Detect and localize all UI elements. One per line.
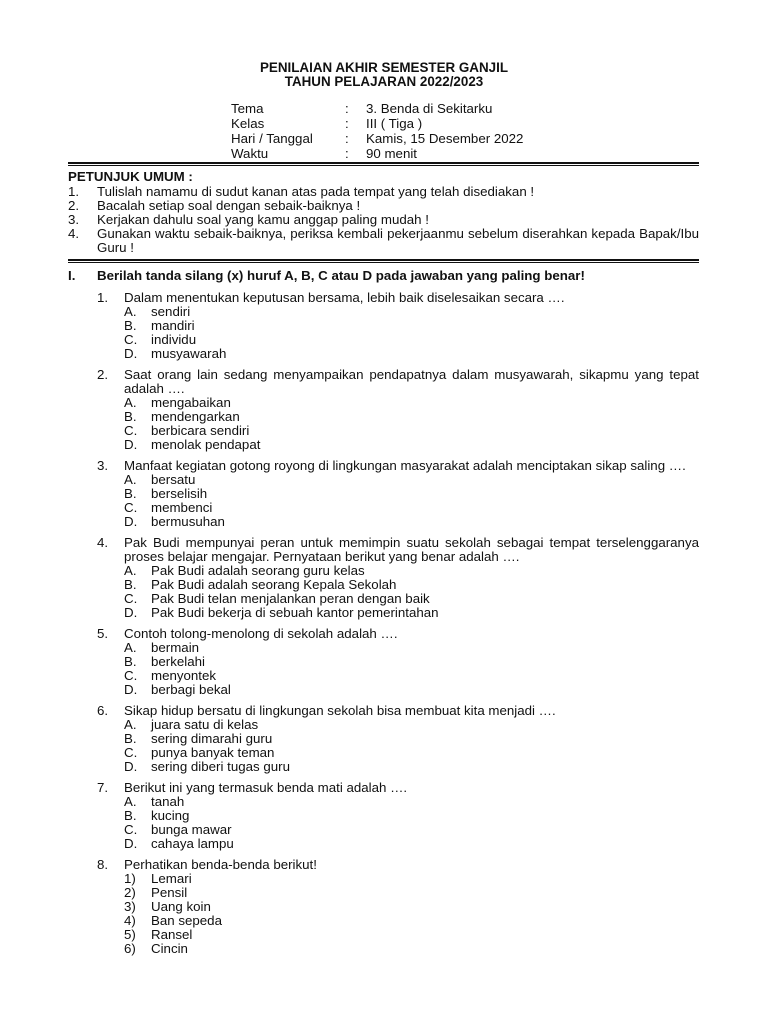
question-stem <box>97 704 699 718</box>
option-letter: C. <box>124 822 138 837</box>
option-letter: A. <box>124 395 137 410</box>
option-letter: A. <box>124 717 137 732</box>
answer-option <box>97 942 699 956</box>
option-text: mendengarkan <box>151 409 240 424</box>
option-letter: 6) <box>124 941 136 956</box>
option-text: tanah <box>151 794 185 809</box>
option-text: sering dimarahi guru <box>151 731 273 746</box>
option-letter: 5) <box>124 927 136 942</box>
answer-option <box>97 473 699 487</box>
answer-option <box>97 823 699 837</box>
option-letter: C. <box>124 591 138 606</box>
question-number: 2. <box>97 367 109 382</box>
option-text: sering diberi tugas guru <box>151 759 290 774</box>
answer-option <box>97 347 699 361</box>
option-text: bunga mawar <box>151 822 232 837</box>
option-text: Pak Budi adalah seorang Kepala Sekolah <box>151 577 397 592</box>
question-stem <box>97 459 699 473</box>
question-number: 8. <box>97 857 109 872</box>
option-text: punya banyak teman <box>151 745 275 760</box>
part-instruction: Berilah tanda silang (x) huruf A, B, C atau D pada jawaban yang paling benar! <box>97 268 585 283</box>
option-letter: D. <box>124 437 138 452</box>
option-letter: A. <box>124 563 137 578</box>
question-number: 7. <box>97 780 109 795</box>
answer-option <box>97 606 699 620</box>
option-letter: C. <box>124 500 138 515</box>
answer-option <box>97 732 699 746</box>
question-text: Sikap hidup bersatu di lingkungan sekolah bisa membuat kita menjadi …. <box>124 703 556 718</box>
option-letter: A. <box>124 794 137 809</box>
option-text: membenci <box>151 500 213 515</box>
answer-option <box>97 305 699 319</box>
answer-option <box>97 487 699 501</box>
question-item <box>97 627 699 697</box>
option-text: bersatu <box>151 472 196 487</box>
general-instruction-item <box>68 185 699 199</box>
answer-option <box>97 718 699 732</box>
option-text: menyontek <box>151 668 217 683</box>
option-text: bermain <box>151 640 200 655</box>
question-item <box>97 459 699 529</box>
answer-option <box>97 760 699 774</box>
answer-option <box>97 809 699 823</box>
divider-middle-thin <box>68 262 699 263</box>
divider-top <box>68 162 699 164</box>
option-text: Pak Budi adalah seorang guru kelas <box>151 563 365 578</box>
option-text: Cincin <box>151 941 188 956</box>
answer-option <box>97 669 699 683</box>
answer-option <box>97 837 699 851</box>
answer-option <box>97 683 699 697</box>
info-label: Hari / Tanggal <box>231 131 313 146</box>
question-item <box>97 536 699 620</box>
option-text: Pak Budi bekerja di sebuah kantor pemerintahan <box>151 605 439 620</box>
answer-option <box>97 578 699 592</box>
answer-option <box>97 928 699 942</box>
option-letter: B. <box>124 486 137 501</box>
instruction-number: 3. <box>68 212 80 227</box>
question-text: Contoh tolong-menolong di sekolah adalah …. <box>124 626 398 641</box>
option-letter: 3) <box>124 899 136 914</box>
instruction-number: 4. <box>68 226 80 241</box>
option-letter: C. <box>124 668 138 683</box>
option-text: Ransel <box>151 927 193 942</box>
answer-option <box>97 746 699 760</box>
question-item <box>97 291 699 361</box>
option-letter: B. <box>124 808 137 823</box>
option-text: bermusuhan <box>151 514 225 529</box>
question-text: Saat orang lain sedang menyampaikan pendapatnya dalam musyawarah, sikapmu yang tepat adalah …. <box>124 367 699 396</box>
answer-option <box>97 438 699 452</box>
option-letter: 1) <box>124 871 136 886</box>
info-label: Waktu <box>231 146 269 161</box>
instruction-text: Kerjakan dahulu soal yang kamu anggap paling mudah ! <box>97 212 429 227</box>
info-label: Kelas <box>231 116 265 131</box>
general-instruction-item <box>68 213 699 227</box>
option-text: menolak pendapat <box>151 437 261 452</box>
option-text: juara satu di kelas <box>151 717 259 732</box>
instruction-text: Tulislah namamu di sudut kanan atas pada tempat yang telah disediakan ! <box>97 184 535 199</box>
option-text: mengabaikan <box>151 395 231 410</box>
question-text: Perhatikan benda-benda berikut! <box>124 857 317 872</box>
answer-option <box>97 319 699 333</box>
info-separator: : <box>345 101 349 116</box>
answer-option <box>97 396 699 410</box>
answer-option <box>97 914 699 928</box>
answer-option <box>97 501 699 515</box>
instruction-number: 2. <box>68 198 80 213</box>
option-letter: C. <box>124 332 138 347</box>
instruction-text: Bacalah setiap soal dengan sebaik-baiknya ! <box>97 198 361 213</box>
info-separator: : <box>345 146 349 161</box>
divider-top-thin <box>68 165 699 166</box>
question-number: 6. <box>97 703 109 718</box>
option-text: berbagi bekal <box>151 682 231 697</box>
option-letter: C. <box>124 745 138 760</box>
question-number: 5. <box>97 626 109 641</box>
question-number: 4. <box>97 535 109 550</box>
option-text: berselisih <box>151 486 208 501</box>
question-stem <box>97 781 699 795</box>
info-value: 3. Benda di Sekitarku <box>366 101 493 116</box>
info-label: Tema <box>231 101 264 116</box>
option-letter: C. <box>124 423 138 438</box>
option-letter: A. <box>124 304 137 319</box>
option-letter: A. <box>124 640 137 655</box>
info-separator: : <box>345 116 349 131</box>
instruction-number: 1. <box>68 184 80 199</box>
answer-option <box>97 424 699 438</box>
question-text: Berikut ini yang termasuk benda mati adalah …. <box>124 780 408 795</box>
question-text: Dalam menentukan keputusan bersama, lebih baik diselesaikan secara …. <box>124 290 565 305</box>
option-letter: D. <box>124 514 138 529</box>
option-letter: 2) <box>124 885 136 900</box>
general-instructions-list <box>68 185 699 255</box>
option-text: individu <box>151 332 197 347</box>
divider-middle <box>68 259 699 261</box>
option-letter: D. <box>124 682 138 697</box>
option-letter: B. <box>124 654 137 669</box>
general-instructions-heading: PETUNJUK UMUM : <box>68 169 193 184</box>
info-value: 90 menit <box>366 146 417 161</box>
question-stem <box>97 858 699 872</box>
option-text: Lemari <box>151 871 192 886</box>
question-number: 1. <box>97 290 109 305</box>
question-item <box>97 368 699 452</box>
answer-option <box>97 900 699 914</box>
question-text: Manfaat kegiatan gotong royong di lingkungan masyarakat adalah menciptakan sikap saling …. <box>124 458 686 473</box>
option-text: kucing <box>151 808 190 823</box>
exam-title: PENILAIAN AKHIR SEMESTER GANJIL <box>260 60 508 75</box>
option-letter: 4) <box>124 913 136 928</box>
option-text: cahaya lampu <box>151 836 234 851</box>
question-stem <box>97 627 699 641</box>
answer-option <box>97 410 699 424</box>
general-instruction-item <box>68 227 699 255</box>
question-item <box>97 858 699 956</box>
option-letter: D. <box>124 346 138 361</box>
option-letter: B. <box>124 318 137 333</box>
exam-year: TAHUN PELAJARAN 2022/2023 <box>284 74 484 89</box>
answer-option <box>97 872 699 886</box>
option-letter: B. <box>124 731 137 746</box>
question-text: Pak Budi mempunyai peran untuk memimpin suatu sekolah sebagai tempat terselenggaranya proses belajar mengajar. Pernyataan berikut yang benar adalah …. <box>124 535 699 564</box>
answer-option <box>97 515 699 529</box>
option-text: Ban sepeda <box>151 913 222 928</box>
answer-option <box>97 592 699 606</box>
question-stem <box>97 368 699 396</box>
question-stem <box>97 536 699 564</box>
answer-option <box>97 564 699 578</box>
question-number: 3. <box>97 458 109 473</box>
option-letter: B. <box>124 409 137 424</box>
option-text: berkelahi <box>151 654 205 669</box>
option-text: musyawarah <box>151 346 227 361</box>
question-stem <box>97 291 699 305</box>
option-letter: D. <box>124 836 138 851</box>
option-text: Pensil <box>151 885 188 900</box>
answer-option <box>97 886 699 900</box>
part-number: I. <box>68 268 76 283</box>
question-item <box>97 704 699 774</box>
option-text: sendiri <box>151 304 191 319</box>
info-value: Kamis, 15 Desember 2022 <box>366 131 524 146</box>
instruction-text: Gunakan waktu sebaik-baiknya, periksa kembali pekerjaanmu sebelum diserahkan kepada Bapak/Ibu Guru ! <box>97 226 699 255</box>
option-text: Uang koin <box>151 899 211 914</box>
answer-option <box>97 655 699 669</box>
info-value: III ( Tiga ) <box>366 116 423 131</box>
option-letter: B. <box>124 577 137 592</box>
option-text: berbicara sendiri <box>151 423 250 438</box>
option-letter: D. <box>124 605 138 620</box>
option-text: mandiri <box>151 318 195 333</box>
option-letter: A. <box>124 472 137 487</box>
answer-option <box>97 795 699 809</box>
answer-option <box>97 641 699 655</box>
question-list <box>97 291 699 963</box>
option-text: Pak Budi telan menjalankan peran dengan baik <box>151 591 430 606</box>
info-separator: : <box>345 131 349 146</box>
question-item <box>97 781 699 851</box>
general-instruction-item <box>68 199 699 213</box>
answer-option <box>97 333 699 347</box>
option-letter: D. <box>124 759 138 774</box>
